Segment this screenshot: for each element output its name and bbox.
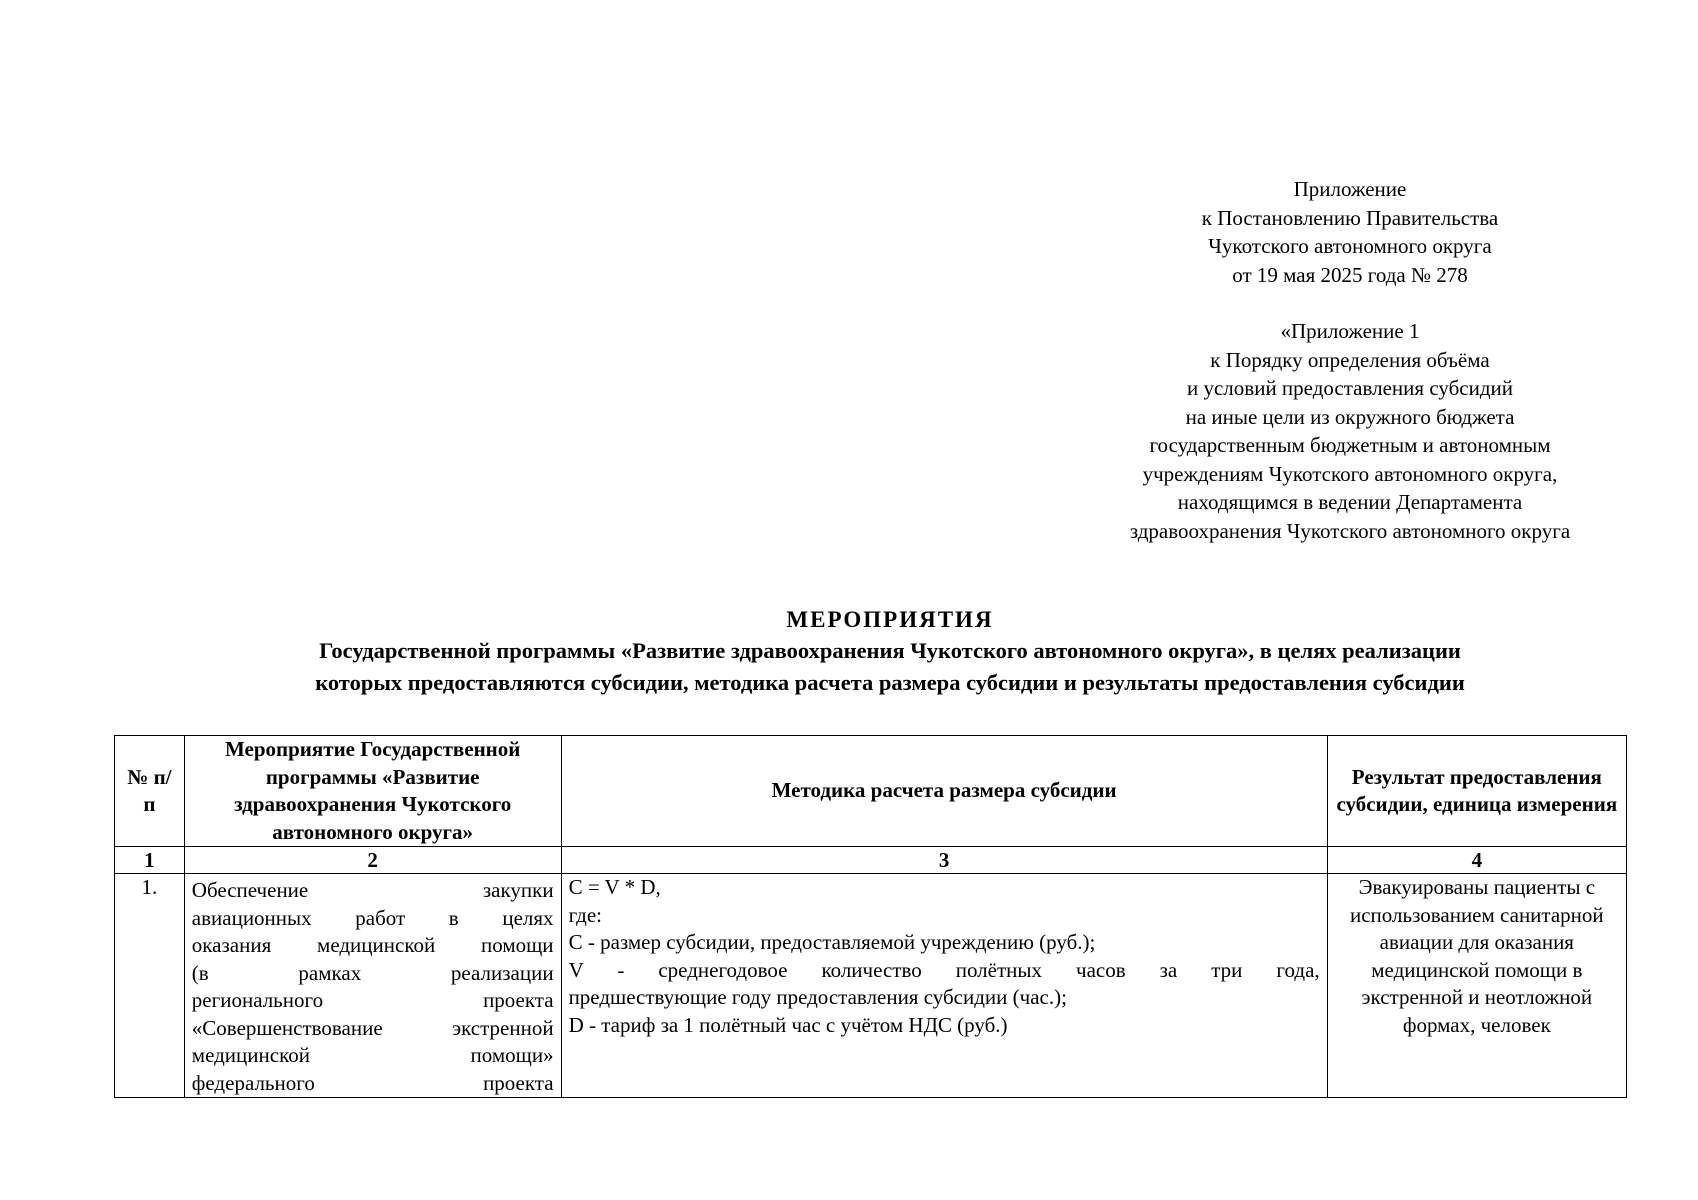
method-line: где: [568,902,602,927]
document-title: МЕРОПРИЯТИЯ [786,607,994,632]
header-cell-number: № п/п [115,736,185,847]
method-line: V - среднегодовое количество полётных часов за три года, [568,957,1320,982]
row-number: 1. [115,874,185,1098]
result-cell: Эвакуированы пациенты с использованием санитарной авиации для оказания медицинской помощи в экстренной и неотложной формах, человек [1327,874,1626,1098]
measure-line: авиационных работ в целях [191,905,554,930]
appendix-line: находящимся в ведении Департамента [1177,490,1523,514]
appendix-line: к Порядку определения объёма [1210,347,1490,372]
document-heading [100,604,1680,699]
appendix-line: здравоохранения Чукотского автономного округа [1129,518,1571,543]
measures-table [114,735,1627,1098]
appendix-line: Приложение [1293,177,1407,201]
method-line: C = V * D, [568,875,661,899]
table-row [115,874,1627,1098]
measure-line: федерального проекта [191,1070,554,1095]
appendix-line: учреждениям Чукотского автономного округа, [1142,461,1558,486]
measure-line: регионального проекта [191,988,554,1012]
measure-cell [184,874,561,1098]
appendix-block [1050,175,1650,545]
measure-line: «Совершенствование экстренной [191,1015,554,1040]
measure-line: Обеспечение закупки [191,878,554,902]
header-cell-measure: Мероприятие Государственной программы «Развитие здравоохранения Чукотского автономного округа» [184,736,561,847]
column-number: 4 [1327,847,1626,874]
column-number: 3 [561,847,1327,874]
method-line: предшествующие году предоставления субсидии (час.); [568,985,1067,1009]
header-cell-result: Результат предоставления субсидии, единица измерения [1327,736,1626,847]
measure-line: медицинской помощи» [191,1043,554,1067]
header-cell-method: Методика расчета размера субсидии [561,736,1327,847]
appendix-line: к Постановлению Правительства [1201,205,1499,230]
method-line: C - размер субсидии, предоставляемой учреждению (руб.); [568,930,1096,954]
column-number: 2 [184,847,561,874]
table-column-numbers-row [115,847,1627,874]
method-cell [561,874,1327,1098]
appendix-gap [1050,289,1650,317]
appendix-line: «Приложение 1 [1280,319,1420,343]
appendix-line: и условий предоставления субсидий [1187,376,1513,400]
measure-line: оказания медицинской помощи [191,933,554,957]
table-header-row [115,736,1627,847]
appendix-line: от 19 мая 2025 года № 278 [1232,262,1468,287]
column-number: 1 [115,847,185,874]
appendix-line: Чукотского автономного округа [1208,234,1492,258]
appendix-line: государственным бюджетным и автономным [1149,433,1551,457]
document-subtitle-line: Государственной программы «Развитие здравоохранения Чукотского автономного округа», в целях реализации [319,638,1461,663]
measure-line: (в рамках реализации [191,960,554,985]
appendix-line: на иные цели из окружного бюджета [1185,404,1515,429]
document-subtitle-line: которых предоставляются субсидии, методика расчета размера субсидии и результаты предоставления субсидии [315,670,1465,695]
method-line: D - тариф за 1 полётный час с учётом НДС (руб.) [568,1012,1008,1037]
